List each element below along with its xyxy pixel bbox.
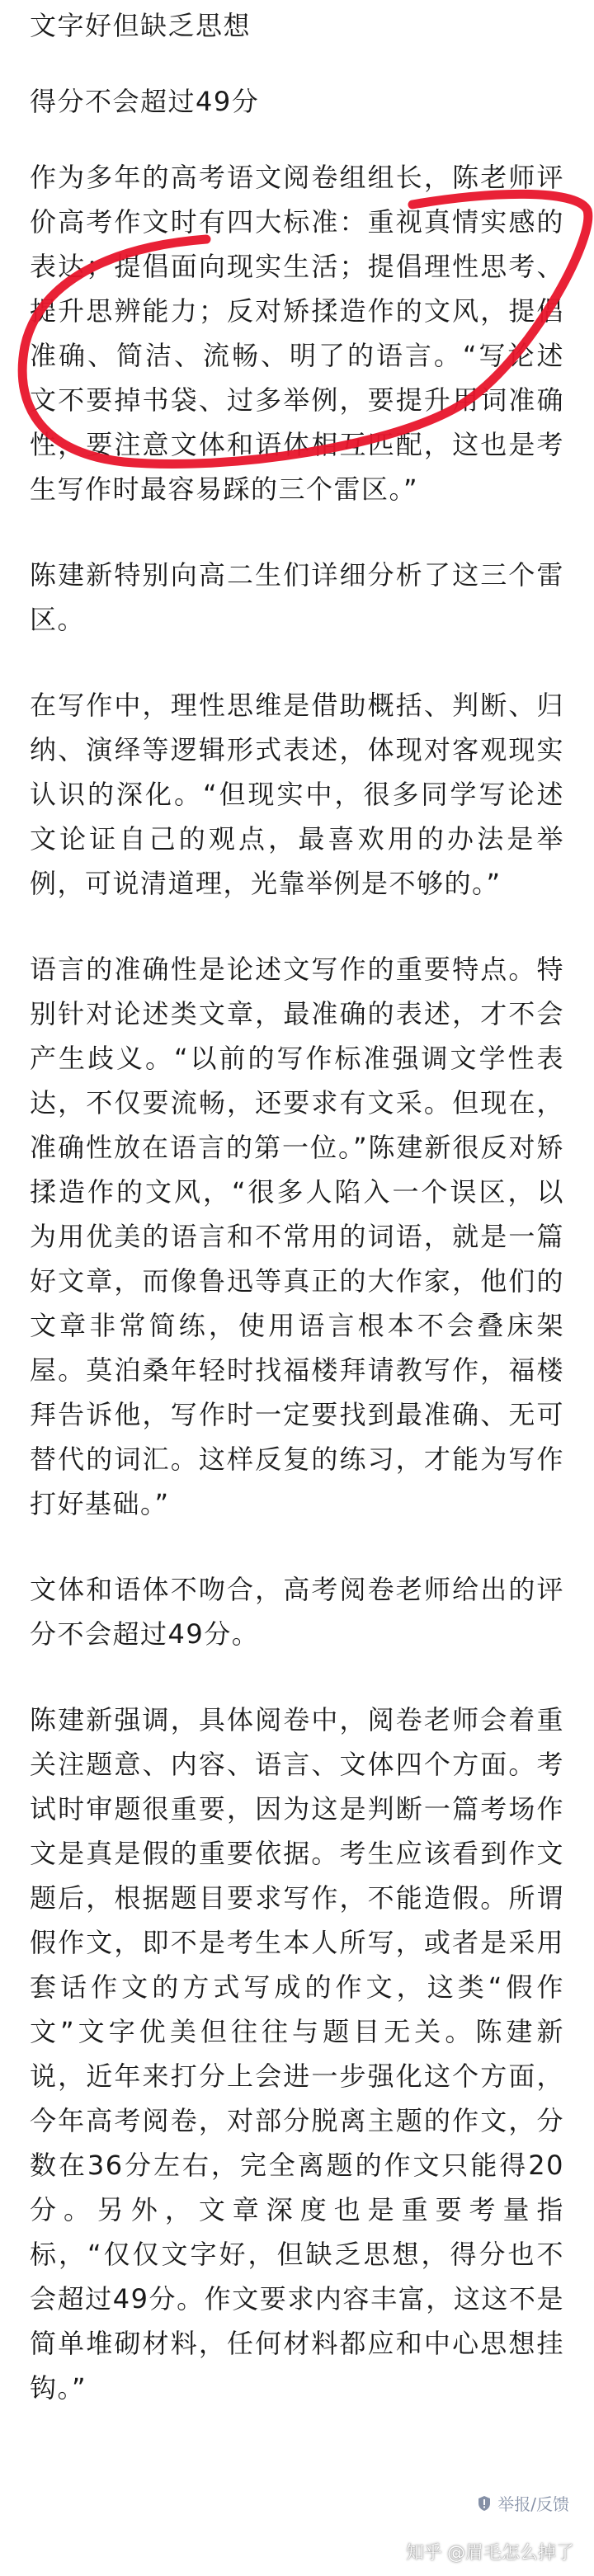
report-feedback-link[interactable]	[476, 2491, 569, 2515]
article-paragraph: 陈建新特别向高二生们详细分析了这三个雷区。	[30, 559, 564, 635]
report-feedback-label: 举报/反馈	[497, 2494, 569, 2514]
article-paragraph: 作为多年的高考语文阅卷组组长，陈老师评价高考作文时有四大标准：重视真情实感的表达；提倡面向现实生活；提倡理性思考、提升思辨能力；反对矫揉造作的文风，提倡准确、简洁、流畅、明了的语言。“写论述文不要掉书袋、过多举例，要提升用词准确性，要注意文体和语体相互匹配，这也是考生写作时最容易踩的三个雷区。”	[30, 162, 564, 505]
article-paragraph: 在写作中，理性思维是借助概括、判断、归纳、演绎等逻辑形式表述，体现对客观现实认识的深化。“但现实中，很多同学写论述文论证自己的观点，最喜欢用的办法是举例，可说清道理，光靠举例是不够的。”	[30, 690, 564, 899]
watermark	[406, 2539, 574, 2564]
article-subheading: 得分不会超过49分	[30, 86, 260, 117]
watermark-site: 知乎	[405, 2543, 442, 2564]
article-paragraph: 陈建新强调，具体阅卷中，阅卷老师会着重关注题意、内容、语言、文体四个方面。考试时审题很重要，因为这是判断一篇考场作文是真是假的重要依据。考生应该看到作文题后，根据题目要求写作，不能造假。所谓假作文，即不是考生本人所写，或者是采用套话作文的方式写成的作文，这类“假作文”文字优美但往往与题目无关。陈建新说，近年来打分上会进一步强化这个方面，今年高考阅卷，对部分脱离主题的作文，分数在36分左右，完全离题的作文只能得20分。另外，文章深度也是重要考量指标，“仅仅文字好，但缺乏思想，得分也不会超过49分。作文要求内容丰富，这这不是简单堆砌材料，任何材料都应和中心思想挂钩。”	[30, 1704, 564, 2404]
watermark-user: @眉毛怎么掉了	[446, 2543, 574, 2564]
article-paragraph: 语言的准确性是论述文写作的重要特点。特别针对论述类文章，最准确的表述，才不会产生歧义。“以前的写作标准强调文学性表达，不仅要流畅，还要求有文采。但现在，准确性放在语言的第一位。”陈建新很反对矫揉造作的文风，“很多人陷入一个误区，以为用优美的语言和不常用的词语，就是一篇好文章，而像鲁迅等真正的大作家，他们的文章非常简练，使用语言根本不会叠床架屋。莫泊桑年轻时找福楼拜请教写作，福楼拜告诉他，写作时一定要找到最准确、无可替代的词汇。这样反复的练习，才能为写作打好基础。”	[30, 954, 564, 1519]
page-footer	[0, 2491, 594, 2574]
article-paragraph: 文体和语体不吻合，高考阅卷老师给出的评分不会超过49分。	[30, 1574, 564, 1650]
shield-icon	[476, 2495, 493, 2512]
article-subheading: 文字好但缺乏思想	[30, 10, 252, 41]
